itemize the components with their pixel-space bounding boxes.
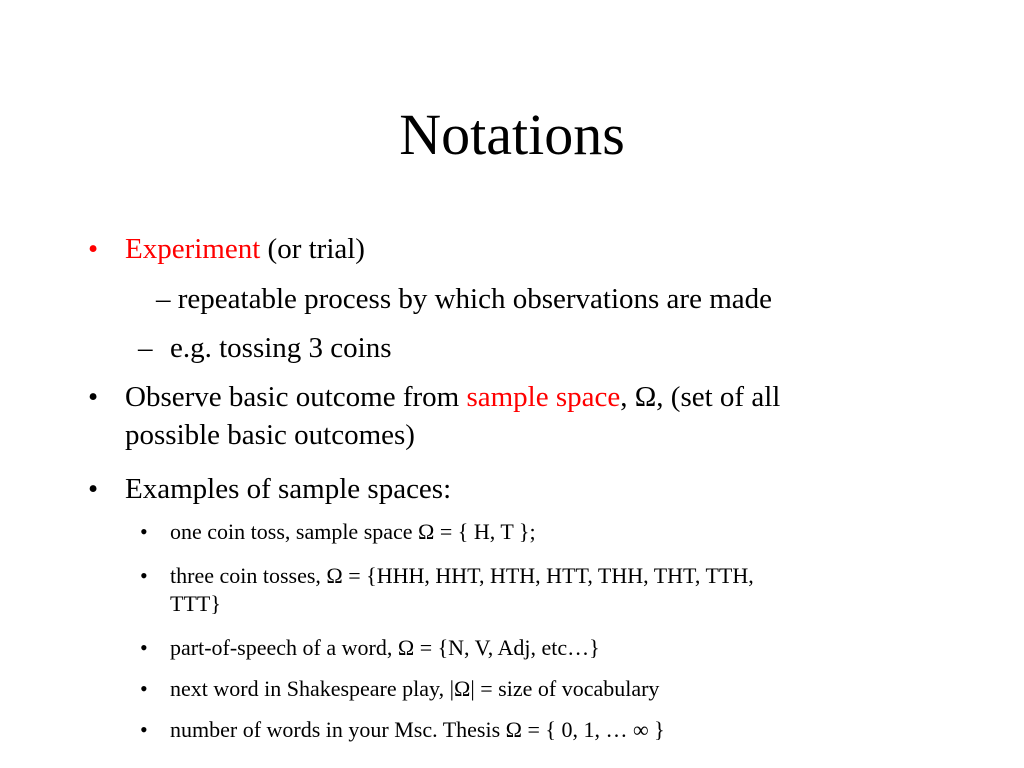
- dash-marker: –: [138, 332, 153, 364]
- bullet-marker: •: [88, 381, 99, 413]
- sub-bullet-text: e.g. tossing 3 coins: [170, 332, 392, 364]
- experiment-rest: (or trial): [260, 233, 365, 265]
- observe-before: Observe basic outcome from: [125, 381, 467, 413]
- bullet-text: Examples of sample spaces:: [125, 473, 452, 505]
- slide-title: Notations: [399, 102, 625, 167]
- sub-bullet-repeatable: [156, 280, 772, 318]
- example-text: [170, 562, 960, 618]
- example-text: part-of-speech of a word, Ω = {N, V, Adj, etc…}: [170, 635, 600, 660]
- example-line-1: three coin tosses, Ω = {HHH, HHT, HTH, HTT, THH, THT, TTH,: [170, 563, 754, 588]
- bullet-marker: •: [140, 676, 148, 701]
- term-experiment: Experiment: [125, 233, 261, 265]
- bullet-line-1: [125, 378, 925, 416]
- observe-after: , Ω, (set of all: [620, 381, 781, 413]
- bullet-line-2: possible basic outcomes): [125, 419, 415, 451]
- example-line-2: TTT}: [170, 591, 221, 616]
- bullet-marker: •: [140, 635, 148, 660]
- example-text: next word in Shakespeare play, |Ω| = size of vocabulary: [170, 676, 660, 701]
- term-sample-space: sample space: [466, 381, 621, 413]
- sub-bullet-example: [138, 329, 392, 367]
- bullet-marker: •: [88, 473, 99, 505]
- bullet-text: [125, 378, 925, 454]
- bullet-text: [125, 230, 925, 268]
- sub-bullet-text: – repeatable process by which observations are made: [156, 283, 773, 315]
- bullet-marker: •: [140, 563, 148, 588]
- bullet-marker: •: [88, 233, 99, 265]
- bullet-marker: •: [140, 519, 148, 544]
- example-text: number of words in your Msc. Thesis Ω = { 0, 1, … ∞ }: [170, 717, 665, 742]
- example-text: one coin toss, sample space Ω = { H, T };: [170, 519, 536, 544]
- bullet-marker: •: [140, 717, 148, 742]
